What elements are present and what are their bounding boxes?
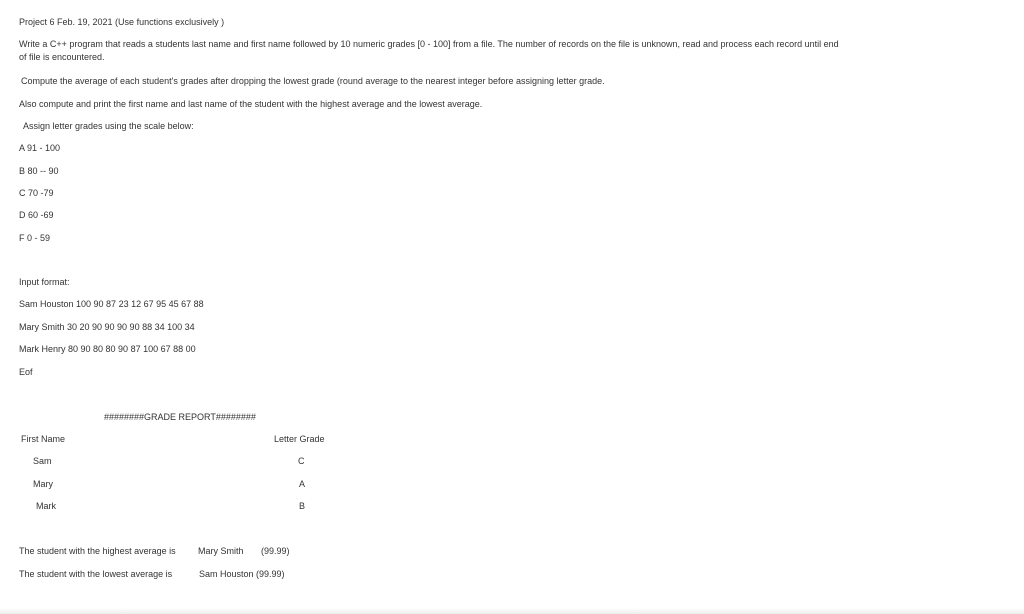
scale-line-a: A 91 - 100 xyxy=(19,143,61,153)
scale-line-d: D 60 -69 xyxy=(19,210,54,220)
scale-intro: Assign letter grades using the scale below: xyxy=(23,121,194,131)
lowest-average-name: Sam Houston (99.99) xyxy=(199,569,285,579)
page-title: Project 6 Feb. 19, 2021 (Use functions exclusively ) xyxy=(19,17,225,27)
intro-paragraph: Write a C++ program that reads a students last name and first name followed by 10 numeric grades [0 - 100] from a file. The number of records on the file is unknown, read and process each record until end of file is encountered. xyxy=(19,39,839,62)
report-title: ########GRADE REPORT######## xyxy=(104,412,256,422)
report-row-grade: B xyxy=(299,501,306,511)
page-bottom-edge xyxy=(0,608,1024,614)
input-format-heading: Input format: xyxy=(19,277,70,287)
input-record: Mark Henry 80 90 80 80 90 87 100 67 88 00 xyxy=(19,344,196,354)
report-row-name: Mark xyxy=(36,501,56,511)
report-row-name: Sam xyxy=(33,456,52,466)
report-header-first-name: First Name xyxy=(21,434,66,444)
input-eof: Eof xyxy=(19,367,33,377)
input-record: Sam Houston 100 90 87 23 12 67 95 45 67 88 xyxy=(19,299,204,309)
highest-average-label: The student with the highest average is xyxy=(19,546,176,556)
scale-line-b: B 80 -- 90 xyxy=(19,166,59,176)
scale-line-c: C 70 -79 xyxy=(19,188,54,198)
average-instruction: Compute the average of each student's grades after dropping the lowest grade (round average to the nearest integer before assigning letter grade. xyxy=(21,76,605,86)
report-row-name: Mary xyxy=(33,479,53,489)
highest-average-value: (99.99) xyxy=(261,546,290,556)
highest-average-name: Mary Smith xyxy=(198,546,244,556)
report-row-grade: A xyxy=(299,479,306,489)
lowest-average-label: The student with the lowest average is xyxy=(19,569,173,579)
report-header-letter-grade: Letter Grade xyxy=(274,434,325,444)
extremes-instruction: Also compute and print the first name and last name of the student with the highest average and the lowest average. xyxy=(19,99,483,109)
report-row-grade: C xyxy=(298,456,305,466)
input-record: Mary Smith 30 20 90 90 90 90 88 34 100 34 xyxy=(19,322,195,332)
scale-line-f: F 0 - 59 xyxy=(19,233,51,243)
